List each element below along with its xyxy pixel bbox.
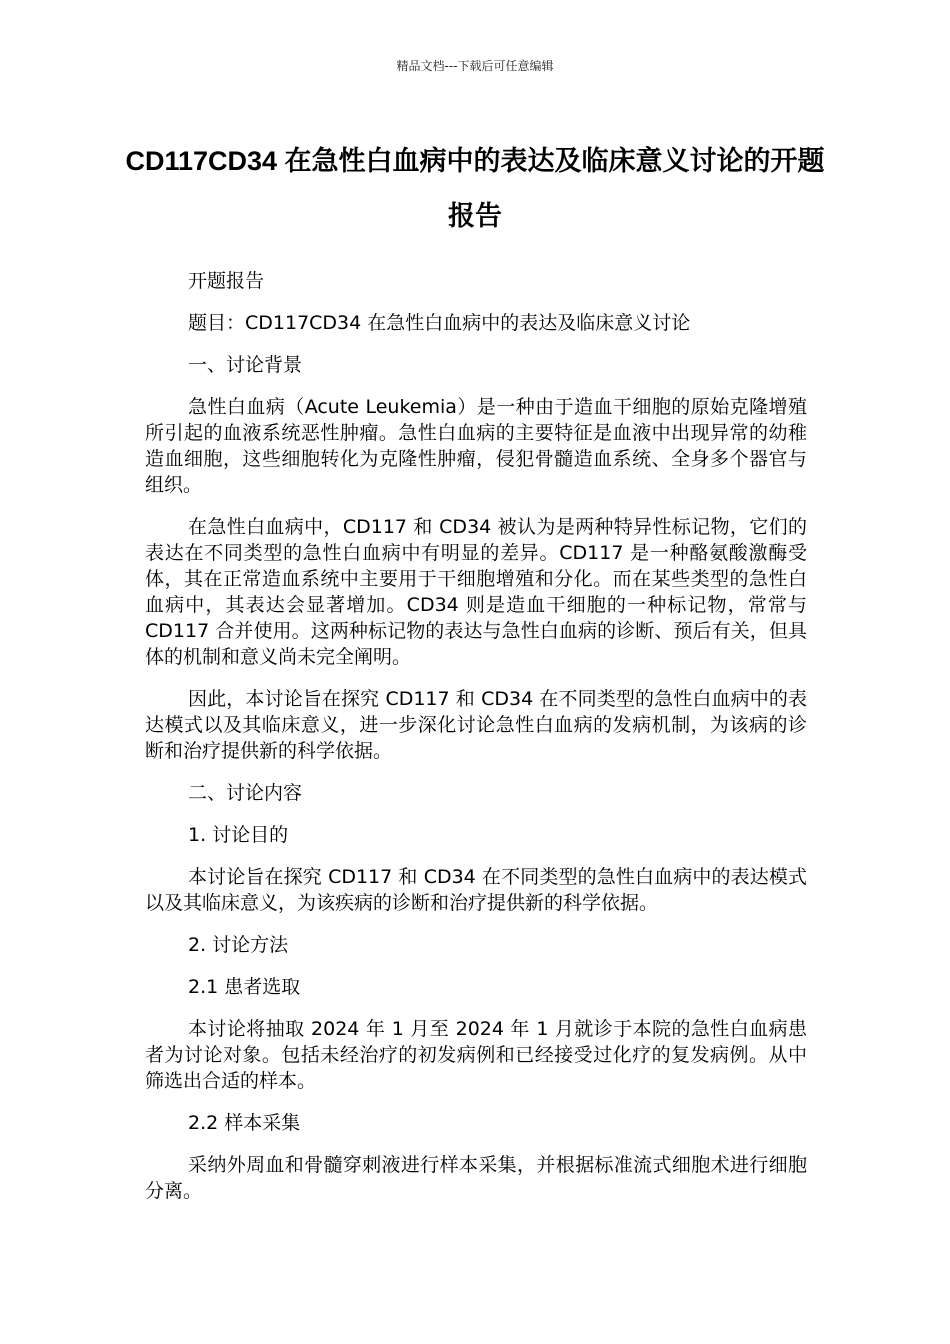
- section-heading-background: 一、讨论背景: [188, 354, 303, 376]
- document-title: CD117CD34 在急性白血病中的表达及临床意义讨论的开题报告: [125, 146, 825, 231]
- subheading-purpose: 1. 讨论目的: [188, 824, 289, 846]
- document-body: [145, 268, 807, 1220]
- header-note: 精品文档---下载后可任意编辑: [396, 59, 554, 73]
- section-heading-content: 二、讨论内容: [188, 782, 303, 804]
- subheading-patient-selection: 2.1 患者选取: [188, 976, 301, 998]
- paragraph-background-2: 在急性白血病中，CD117 和 CD34 被认为是两种特异性标记物，它们的表达在不同类型的急性白血病中有明显的差异。CD117 是一种酪氨酸激酶受体，其在正常造血系统中主要用于干细胞增殖和分化。而在某些类型的急性白血病中，其表达会显著增加。CD34 则是造血干细胞的一种标记物，常常与 CD117 合并使用。这两种标记物的表达与急性白血病的诊断、预后有关，但具体的机制和意义尚未完全阐明。: [145, 516, 807, 668]
- paragraph-patient-selection: 本讨论将抽取 2024 年 1 月至 2024 年 1 月就诊于本院的急性白血病患者为讨论对象。包括未经治疗的初发病例和已经接受过化疗的复发病例。从中筛选出合适的样本。: [145, 1018, 807, 1092]
- paragraph-purpose: 本讨论旨在探究 CD117 和 CD34 在不同类型的急性白血病中的表达模式以及其临床意义，为该疾病的诊断和治疗提供新的科学依据。: [145, 866, 807, 914]
- subheading-sample-collection: 2.2 样本采集: [188, 1112, 301, 1134]
- paragraph-background-1: 急性白血病（Acute Leukemia）是一种由于造血干细胞的原始克隆增殖所引起的血液系统恶性肿瘤。急性白血病的主要特征是血液中出现异常的幼稚造血细胞，这些细胞转化为克隆性肿瘤，侵犯骨髓造血系统、全身多个器官与组织。: [145, 396, 807, 496]
- topic-line: 题目：CD117CD34 在急性白血病中的表达及临床意义讨论: [188, 312, 691, 334]
- subheading-methods: 2. 讨论方法: [188, 934, 289, 956]
- paragraph-sample-collection: 采纳外周血和骨髓穿刺液进行样本采集，并根据标准流式细胞术进行细胞分离。: [145, 1154, 807, 1202]
- paragraph-background-3: 因此，本讨论旨在探究 CD117 和 CD34 在不同类型的急性白血病中的表达模式以及其临床意义，进一步深化讨论急性白血病的发病机制，为该病的诊断和治疗提供新的科学依据。: [145, 688, 807, 762]
- report-label: 开题报告: [188, 270, 265, 292]
